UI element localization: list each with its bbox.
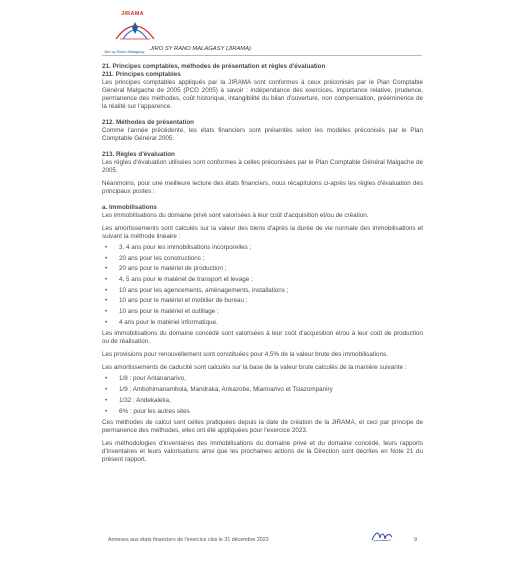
list-item: • 6% : pour les autres sites [102, 408, 423, 416]
heading-213: 213. Règles d'évaluation [102, 151, 175, 158]
page-number: 9 [414, 537, 418, 543]
list-item: • 3, 4 ans pour les immobilisations incorporelles ; [102, 244, 423, 252]
list-item: • 1/9 : Ambohimanambola, Mandraka, Ankazobe, Miarinarivo et Tsiazompaniry [102, 386, 423, 394]
logo-wordmark: JIRAMA [121, 11, 144, 17]
heading-212: 212. Méthodes de présentation [102, 119, 195, 126]
paragraph-immo-7: Les méthodologies d'inventaires des immobilisations du domaine privé et du domaine concédé, leurs rapports d'inventaires et leurs valorisations ainsi que les prochaines actions de la Direction sont décrites en Note 21 du présent rapport. [102, 440, 423, 464]
list-item: • 10 ans pour les agencements, aménagements, installations ; [102, 287, 423, 295]
paragraph-211: Les principes comptables appliqués par la JIRAMA sont conformes à ceux préconisés par le Plan Comptable Général Malgache de 2005 (PCG 2005) à savoir : indépendance des exercices, importance relative, prudence, permanence des méthodes, coût historique, intangibilité du bilan d'ouverture, non compensation, prééminence de la réalité sur l'apparence. [102, 79, 423, 110]
list-item: • 4, 5 ans pour le matériel de transport et levage ; [102, 276, 423, 284]
list-item: • 10 ans pour le matériel et outillage ; [102, 308, 423, 316]
caducite-list [102, 375, 423, 417]
heading-immobilisations: a. Immobilisations [102, 204, 157, 211]
list-item: • 1/8 : pour Antananarivo, [102, 375, 423, 383]
list-item: • 20 ans pour le matériel de production ; [102, 265, 423, 273]
paragraph-212: Comme l'année précédente, les états financiers sont présentés selon les modèles préconisés par le Plan Comptable Général 2005. [102, 127, 423, 142]
list-item: • 10 ans pour le matériel et mobilier de bureau ; [102, 297, 423, 305]
paragraph-213-1: Les règles d'évaluation utilisées sont conformes à celles préconisées par le Plan Comptable Général Malgache de 2005. [102, 159, 423, 174]
list-item: • 20 ans pour les constructions ; [102, 255, 423, 263]
paragraph-immo-3: Les immobilisations du domaine concédé sont valorisées à leur coût d'acquisition et/ou à leur coût de production ou de réalisation. [102, 329, 423, 345]
header-divider [102, 55, 422, 56]
heading-211: 211. Principes comptables [102, 71, 181, 78]
organization-name: JIRO SY RANO MALAGASY (JIRAMA) [150, 46, 251, 52]
section-title: 21. Principes comptables, méthodes de présentation et règles d'évaluation [102, 63, 326, 70]
paragraph-immo-6: Ces méthodes de calcul sont celles pratiquées depuis la date de création de la JIRAMA, et ceci par principe de permanence des méthodes, elles ont été appliquées pour l'exercice 2023. [102, 419, 423, 435]
paragraph-immo-1: Les immobilisations du domaine privé sont valorisées à leur coût d'acquisition et/ou de création. [102, 212, 369, 219]
paragraph-213-2: Néanmoins, pour une meilleure lecture des états financiers, nous récapitulons ci-après les règles d'évaluation des principaux postes : [102, 180, 423, 195]
footer-caption: Annexes aux états financiers de l'exercice clos le 31 décembre 2023 [108, 537, 269, 543]
signature-stamp-icon [370, 529, 394, 543]
logo-tagline: Jiro sy Rano Malagasy [104, 49, 145, 54]
paragraph-immo-4: Les provisions pour renouvellement sont constituées pour 4,5% de la valeur brute des immobilisations. [102, 350, 388, 358]
document-body [102, 63, 423, 464]
paragraph-immo-5: Les amortissements de caducité sont calculés sur la base de la valeur brute calculés de la manière suivante : [102, 363, 407, 371]
paragraph-immo-2: Les amortissements sont calculés sur la valeur des biens d'après la durée de vie normale des immobilisations et suivant la méthode linéaire : [102, 225, 423, 240]
duration-list [102, 244, 423, 327]
list-item: • 1/32 : Andekaleka, [102, 397, 423, 405]
list-item: • 4 ans pour le matériel informatique. [102, 319, 423, 327]
